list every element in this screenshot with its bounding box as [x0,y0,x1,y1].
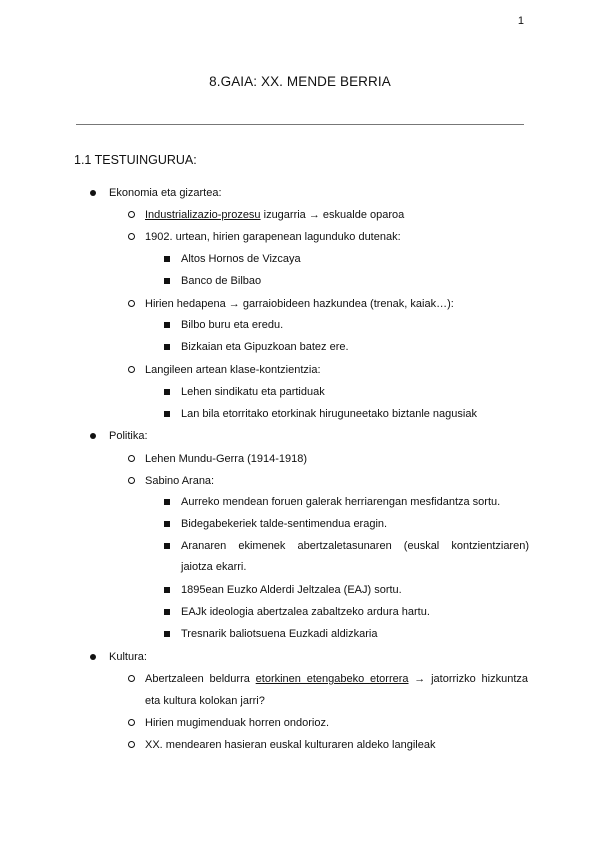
list-item-etorkinak: Lan bila etorritako etorkinak hiruguneetako biztanle nagusiak [181,408,477,420]
list-item-1902: 1902. urtean, hirien garapenean lagunduko dutenak: [145,231,401,243]
underlined-text: Industrializazio-prozesu [145,209,261,221]
square-bullet-icon [164,322,170,328]
list-item-foruen: Aurreko mendean foruen galerak herriarengan mesfidantza sortu. [181,496,501,508]
square-bullet-icon [164,411,170,417]
list-item-beldurra-cont: eta kultura kolokan jarri? [145,695,265,707]
square-bullet-icon [164,609,170,615]
circle-bullet-icon [128,477,135,484]
circle-bullet-icon [128,211,135,218]
list-item-text: izugarria → eskualde oparoa [260,209,405,221]
list-item-sabino: Sabino Arana: [145,475,215,487]
circle-bullet-icon [128,300,135,307]
circle-bullet-icon [128,719,135,726]
circle-bullet-icon [128,455,135,462]
square-bullet-icon [164,587,170,593]
square-bullet-icon [164,344,170,350]
bullet-icon [90,190,96,196]
circle-bullet-icon [128,233,135,240]
square-bullet-icon [164,543,170,549]
bullet-icon [90,654,96,660]
list-item-gerra: Lehen Mundu-Gerra (1914-1918) [145,453,308,465]
list-item-text: → jatorrizko hizkuntza [408,673,528,685]
list-item-politika: Politika: [109,430,148,442]
square-bullet-icon [164,499,170,505]
page-number: 1 [517,15,524,27]
page-title: 8.GAIA: XX. MENDE BERRIA [209,74,391,89]
circle-bullet-icon [128,675,135,682]
circle-bullet-icon [128,366,135,373]
list-item-sindikatu: Lehen sindikatu eta partiduak [181,386,325,398]
list-item-eajk: EAJk ideologia abertzalea zabaltzeko ardura hartu. [181,606,430,618]
list-item-altos-hornos: Altos Hornos de Vizcaya [181,253,301,265]
square-bullet-icon [164,389,170,395]
list-item-industrializazio [145,208,404,222]
square-bullet-icon [164,631,170,637]
square-bullet-icon [164,278,170,284]
section-heading: 1.1 TESTUINGURUA: [74,153,197,167]
square-bullet-icon [164,256,170,262]
underlined-text: etorkinen etengabeko etorrera [255,673,409,685]
list-item-mugimenduak: Hirien mugimenduak horren ondorioz. [145,717,330,729]
list-item-bilbo: Bilbo buru eta eredu. [181,319,284,331]
list-item-beldurra [145,672,528,686]
list-item-kultura: Kultura: [109,651,147,663]
square-bullet-icon [164,521,170,527]
list-item-banco: Banco de Bilbao [181,275,262,287]
list-item-text: Abertzaleen beldurra [145,673,256,685]
list-item-ekonomia: Ekonomia eta gizartea: [109,187,222,199]
list-item-tresnarik: Tresnarik baliotsuena Euzkadi aldizkaria [181,628,378,640]
list-item-langileen: Langileen artean klase-kontzientzia: [145,364,321,376]
horizontal-rule [76,124,524,125]
list-item-aranaren: Aranaren ekimenek abertzaletasunaren (euskal kontzientziaren) [181,540,529,552]
bullet-icon [90,433,96,439]
list-item-xx-mendea: XX. mendearen hasieran euskal kulturaren aldeko langileak [145,739,436,751]
list-item-aranaren-cont: jaiotza ekarri. [181,561,247,573]
list-item-bidegabekeriak: Bidegabekeriek talde-sentimendua eragin. [181,518,388,530]
list-item-hedapena: Hirien hedapena → garraiobideen hazkundea (trenak, kaiak…): [145,298,454,310]
list-item-eaj: 1895ean Euzko Alderdi Jeltzalea (EAJ) sortu. [181,584,402,596]
list-item-bizkaia: Bizkaian eta Gipuzkoan batez ere. [181,341,349,353]
circle-bullet-icon [128,741,135,748]
